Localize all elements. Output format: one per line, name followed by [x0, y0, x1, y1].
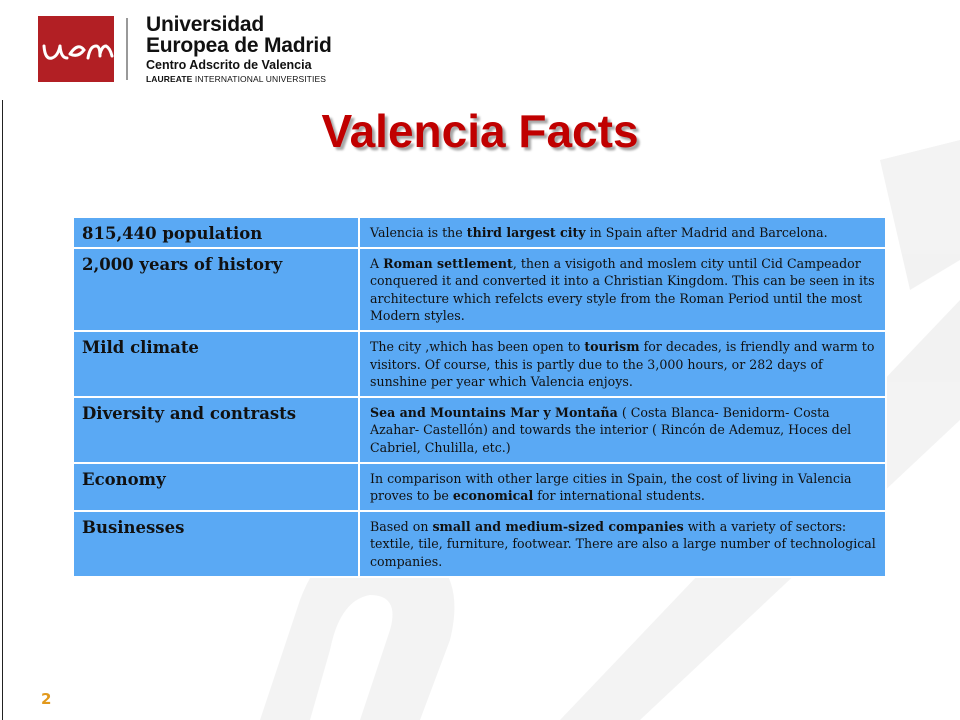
- logo-europea-line: Europea de Madrid: [146, 34, 332, 57]
- fact-row: [73, 397, 886, 463]
- university-logo: [38, 14, 338, 84]
- fact-label: 2,000 years of history: [73, 248, 359, 331]
- fact-row: [73, 217, 886, 248]
- fact-description-text: with a variety of sectors: textile, tile, furniture, footwear. There are also a large number of technological companies.: [370, 518, 876, 569]
- left-vertical-rule: [2, 100, 3, 720]
- fact-description-text: Valencia is the: [370, 225, 467, 240]
- logo-university-line: Universidad: [146, 13, 265, 36]
- fact-description-bold: economical: [452, 488, 534, 504]
- fact-description-bold: Roman settlement: [383, 255, 513, 271]
- fact-label: Economy: [73, 463, 359, 511]
- logo-text: [146, 14, 332, 85]
- fact-row: [73, 248, 886, 331]
- fact-description: [359, 331, 886, 397]
- fact-description: [359, 397, 886, 463]
- logo-divider: [126, 18, 128, 80]
- fact-description-text: The city ,which has been open to: [370, 338, 585, 354]
- fact-description-bold: third largest city: [466, 225, 586, 240]
- fact-description-text: , then a visigoth and moslem city until Cid Campeador conquered it and converted it into a Christian Kingdom. This can be seen in its architecture which refelcts every style from the Roman Period until the most Modern styles.: [370, 255, 875, 324]
- fact-row: [73, 331, 886, 397]
- logo-centro-line: Centro Adscrito de Valencia: [146, 58, 312, 72]
- facts-table: [72, 216, 887, 578]
- fact-label: Mild climate: [73, 331, 359, 397]
- fact-description: [359, 511, 886, 577]
- page-number: 2: [41, 690, 52, 708]
- fact-description-bold: small and medium-sized companies: [432, 518, 684, 534]
- slide-title: Valencia Facts: [321, 105, 639, 157]
- fact-description-text: In comparison with other large cities in Spain, the cost of living in Valencia proves to be: [370, 470, 852, 504]
- fact-description-text: ( Costa Blanca- Benidorm- Costa Azahar- Castellón) and towards the interior ( Rincón de Ademuz, Hoces del Cabriel, Chulilla, etc.): [370, 404, 852, 455]
- fact-description-text: in Spain after Madrid and Barcelona.: [585, 225, 828, 240]
- fact-label: Diversity and contrasts: [73, 397, 359, 463]
- fact-description: [359, 248, 886, 331]
- fact-description: [359, 463, 886, 511]
- logo-laureate-rest: INTERNATIONAL UNIVERSITIES: [192, 74, 326, 84]
- fact-description-text: A: [370, 255, 384, 271]
- fact-description-bold: Sea and Mountains Mar y Montaña: [370, 404, 618, 420]
- fact-description: [359, 217, 886, 248]
- fact-row: [73, 511, 886, 577]
- fact-row: [73, 463, 886, 511]
- fact-description-text: for international students.: [533, 488, 705, 504]
- fact-label: Businesses: [73, 511, 359, 577]
- fact-description-text: Based on: [370, 518, 433, 534]
- logo-laureate-bold: LAUREATE: [146, 74, 193, 84]
- fact-description-text: for decades, is friendly and warm to visitors. Of course, this is partly due to the 3,000 hours, or 282 days of sunshine per year which Valencia enjoys.: [370, 338, 875, 390]
- fact-description-bold: tourism: [584, 338, 640, 354]
- logo-mark-icon: [38, 16, 114, 82]
- fact-label: 815,440 population: [73, 217, 359, 248]
- logo-laureate-line: [146, 73, 332, 85]
